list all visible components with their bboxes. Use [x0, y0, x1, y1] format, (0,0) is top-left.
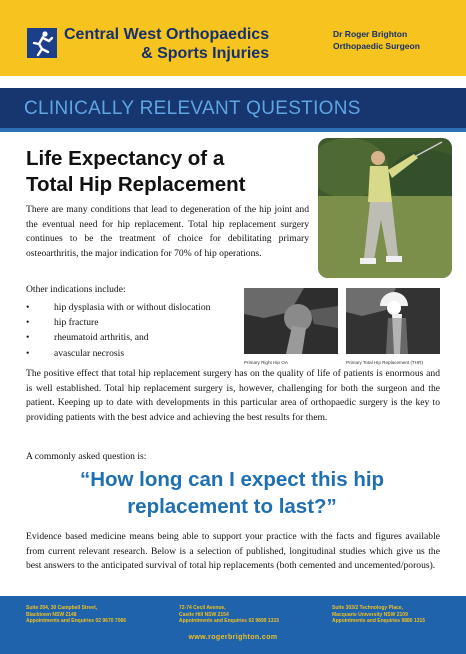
- address-phone: Appointments and Enquiries 9880 1315: [332, 618, 426, 625]
- article-title: [26, 146, 306, 198]
- list-item-text: avascular necrosis: [54, 347, 125, 359]
- pull-quote: [22, 466, 442, 520]
- address-line: Castle Hill NSW 2154: [179, 611, 229, 618]
- address-phone: Appointments and Enquiries 02 9670 7066: [26, 618, 127, 625]
- list-item-text: hip fracture: [54, 317, 99, 329]
- list-item-text: hip dysplasia with or without dislocation: [54, 302, 211, 313]
- xray-caption-thr: Primary Total Hip Replacement (THR): [346, 360, 424, 365]
- list-item-text: rheumatoid arthritis, and: [54, 332, 149, 344]
- practice-name-line1: Central West Orthopaedics: [64, 26, 270, 43]
- xray-caption-oa: Primary Right Hip OA: [244, 360, 288, 365]
- bullet-icon: •: [26, 347, 30, 359]
- address-blacktown: [26, 605, 126, 625]
- intro-paragraph: There are many conditions that lead to degeneration of the hip joint and the eventual need for hip replacement. Total hip replacement surgery continues to be the treatment of choice for debilitating primary osteoarthritis, the major indication for 70% of hip operations.: [26, 204, 309, 259]
- thr-xray: [346, 288, 440, 354]
- address-line: 72-74 Cecil Avenue,: [179, 605, 226, 611]
- list-item: [26, 300, 210, 315]
- article-title-line2: Total Hip Replacement: [26, 173, 246, 196]
- pull-quote-line1: “How long can I expect this hip: [79, 468, 385, 491]
- running-figure-icon: [27, 28, 57, 58]
- address-phone: Appointments and Enquiries 02 9899 1315: [179, 618, 280, 625]
- section-band: [0, 88, 466, 132]
- header: [0, 0, 466, 76]
- other-indications-heading: Other indications include:: [26, 284, 126, 295]
- list-item: [26, 315, 210, 330]
- address-line: Blacktown NSW 2148: [26, 611, 77, 618]
- bullet-icon: •: [26, 317, 30, 329]
- section-heading: CLINICALLY RELEVANT QUESTIONS: [24, 98, 361, 119]
- pull-quote-line2: replacement to last?”: [127, 495, 337, 518]
- list-item: [26, 346, 210, 361]
- doctor-name: Dr Roger Brighton: [333, 29, 408, 39]
- asked-intro: A commonly asked question is:: [26, 451, 147, 462]
- address-line: Suite 204, 30 Campbell Street,: [26, 605, 98, 611]
- website-link[interactable]: www.rogerbrighton.com: [188, 634, 278, 641]
- doctor-block: [333, 28, 420, 52]
- address-macquarie: [332, 605, 425, 625]
- doctor-title: Orthopaedic Surgeon: [333, 41, 420, 51]
- effect-paragraph: The positive effect that total hip replacement surgery has on the quality of life of patients is enormous and is well established. Total hip replacement surgery is, however, challenging for both the surgeon and the patient. Keeping up to date with developments in this particular area of orthopaedic surgery is the key to providing patients with the best advice and achieving the best results for them.: [26, 368, 440, 423]
- address-line: Macquarie University NSW 2109: [332, 611, 408, 618]
- address-line: Suite 303/2 Technology Place,: [332, 605, 404, 611]
- address-castle-hill: [179, 605, 279, 625]
- list-item: [26, 330, 210, 345]
- evidence-paragraph: Evidence based medicine means being able to support your practice with the facts and figures available from current relevant research. Below is a selection of published, longitudinal studies which give us the best answers to the anticipated survival of total hip replacements (both cemented and uncemented/porous).: [26, 531, 440, 572]
- hip-oa-xray: [244, 288, 338, 354]
- article-title-line1: Life Expectancy of a: [26, 147, 225, 170]
- practice-name-line2: & Sports Injuries: [141, 45, 270, 62]
- bullet-icon: •: [26, 302, 30, 313]
- golfer-photo: [318, 138, 452, 278]
- indications-list: [26, 300, 210, 361]
- bullet-icon: •: [26, 332, 30, 344]
- footer: [0, 596, 466, 654]
- practice-name: [64, 25, 269, 63]
